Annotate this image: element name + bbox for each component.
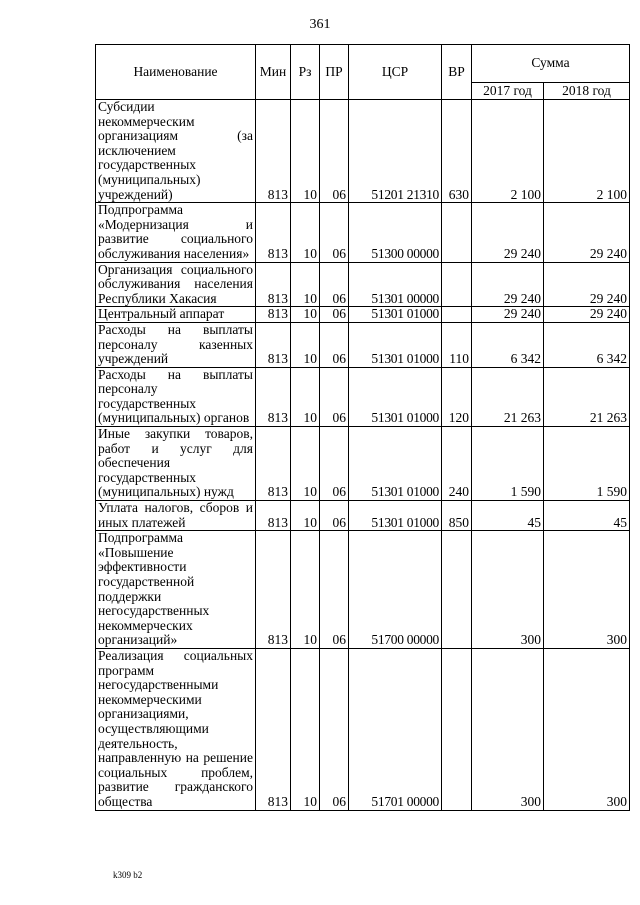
cell-vr: [442, 262, 472, 307]
cell-min: 813: [256, 648, 291, 810]
cell-pr: 06: [320, 307, 349, 323]
table-row: [96, 322, 630, 367]
cell-vr: [442, 307, 472, 323]
cell-sum-2017: 300: [472, 648, 544, 810]
cell-sum-2018: 29 240: [544, 262, 630, 307]
cell-min: 813: [256, 307, 291, 323]
cell-sum-2017: 29 240: [472, 262, 544, 307]
cell-rz: 10: [291, 307, 320, 323]
cell-vr: 110: [442, 322, 472, 367]
header-csr: ЦСР: [349, 45, 442, 100]
cell-csr: 51301 01000: [349, 501, 442, 531]
cell-name: Центральный аппарат: [96, 307, 256, 323]
cell-rz: 10: [291, 367, 320, 426]
cell-min: 813: [256, 203, 291, 262]
cell-pr: 06: [320, 100, 349, 203]
cell-pr: 06: [320, 501, 349, 531]
table-row: [96, 531, 630, 649]
header-min: Мин: [256, 45, 291, 100]
cell-sum-2018: 21 263: [544, 367, 630, 426]
cell-rz: 10: [291, 203, 320, 262]
cell-sum-2018: 1 590: [544, 427, 630, 501]
cell-csr: 51700 00000: [349, 531, 442, 649]
cell-csr: 51301 01000: [349, 307, 442, 323]
cell-sum-2017: 1 590: [472, 427, 544, 501]
cell-sum-2018: 2 100: [544, 100, 630, 203]
cell-sum-2018: 45: [544, 501, 630, 531]
cell-csr: 51301 01000: [349, 427, 442, 501]
table-row: [96, 100, 630, 203]
cell-min: 813: [256, 262, 291, 307]
cell-rz: 10: [291, 531, 320, 649]
cell-name: Реализация социальных программ негосударственными некоммерческими организациями, осуществляющими деятельность, направленную на решение социальных проблем, развитие гражданского общества: [96, 648, 256, 810]
cell-min: 813: [256, 501, 291, 531]
cell-sum-2018: 6 342: [544, 322, 630, 367]
cell-rz: 10: [291, 501, 320, 531]
cell-min: 813: [256, 531, 291, 649]
cell-pr: 06: [320, 203, 349, 262]
cell-name: Подпрограмма «Модернизация и развитие социального обслуживания населения»: [96, 203, 256, 262]
header-name: Наименование: [96, 45, 256, 100]
cell-pr: 06: [320, 648, 349, 810]
cell-vr: [442, 203, 472, 262]
table-row: [96, 307, 630, 323]
cell-min: 813: [256, 100, 291, 203]
cell-min: 813: [256, 322, 291, 367]
cell-vr: [442, 648, 472, 810]
header-year-2017: 2017 год: [472, 83, 544, 100]
cell-name: Расходы на выплаты персоналу казенных учреждений: [96, 322, 256, 367]
header-year-2018: 2018 год: [544, 83, 630, 100]
cell-min: 813: [256, 367, 291, 426]
cell-pr: 06: [320, 531, 349, 649]
table-row: [96, 501, 630, 531]
cell-sum-2018: 300: [544, 648, 630, 810]
cell-pr: 06: [320, 322, 349, 367]
table-row: [96, 427, 630, 501]
footer-code: k309 b2: [113, 870, 143, 880]
page-number: 361: [309, 17, 331, 32]
header-pr: ПР: [320, 45, 349, 100]
header-sum: Сумма: [472, 45, 630, 83]
cell-csr: 51301 01000: [349, 322, 442, 367]
cell-sum-2018: 29 240: [544, 307, 630, 323]
cell-sum-2017: 6 342: [472, 322, 544, 367]
cell-csr: 51701 00000: [349, 648, 442, 810]
cell-sum-2018: 29 240: [544, 203, 630, 262]
table-row: [96, 262, 630, 307]
cell-sum-2017: 300: [472, 531, 544, 649]
cell-pr: 06: [320, 262, 349, 307]
cell-vr: 120: [442, 367, 472, 426]
cell-csr: 51301 00000: [349, 262, 442, 307]
cell-sum-2017: 29 240: [472, 307, 544, 323]
table-row: [96, 648, 630, 810]
cell-pr: 06: [320, 427, 349, 501]
header-rz: Рз: [291, 45, 320, 100]
cell-vr: [442, 531, 472, 649]
cell-name: Уплата налогов, сборов и иных платежей: [96, 501, 256, 531]
cell-csr: 51300 00000: [349, 203, 442, 262]
cell-min: 813: [256, 427, 291, 501]
cell-rz: 10: [291, 262, 320, 307]
header-vr: ВР: [442, 45, 472, 100]
cell-name: Расходы на выплаты персоналу государственных (муниципальных) органов: [96, 367, 256, 426]
cell-csr: 51301 01000: [349, 367, 442, 426]
cell-sum-2017: 45: [472, 501, 544, 531]
cell-pr: 06: [320, 367, 349, 426]
cell-vr: 850: [442, 501, 472, 531]
table-row: [96, 203, 630, 262]
cell-sum-2018: 300: [544, 531, 630, 649]
cell-name: Подпрограмма «Повышение эффективности государственной поддержки негосударственных некоммерческих организаций»: [96, 531, 256, 649]
cell-rz: 10: [291, 648, 320, 810]
cell-rz: 10: [291, 322, 320, 367]
cell-rz: 10: [291, 427, 320, 501]
cell-vr: 630: [442, 100, 472, 203]
cell-sum-2017: 21 263: [472, 367, 544, 426]
cell-name: Организация социального обслуживания населения Республики Хакасия: [96, 262, 256, 307]
cell-vr: 240: [442, 427, 472, 501]
budget-table: [95, 44, 630, 811]
cell-name: Иные закупки товаров, работ и услуг для обеспечения государственных (муниципальных) нужд: [96, 427, 256, 501]
cell-sum-2017: 29 240: [472, 203, 544, 262]
table-body: [96, 100, 630, 811]
table-header-row: [96, 45, 630, 83]
cell-csr: 51201 21310: [349, 100, 442, 203]
cell-rz: 10: [291, 100, 320, 203]
cell-name: Субсидии некоммерческим организациям (за исключением государственных (муниципальных) учреждений): [96, 100, 256, 203]
table-row: [96, 367, 630, 426]
cell-sum-2017: 2 100: [472, 100, 544, 203]
